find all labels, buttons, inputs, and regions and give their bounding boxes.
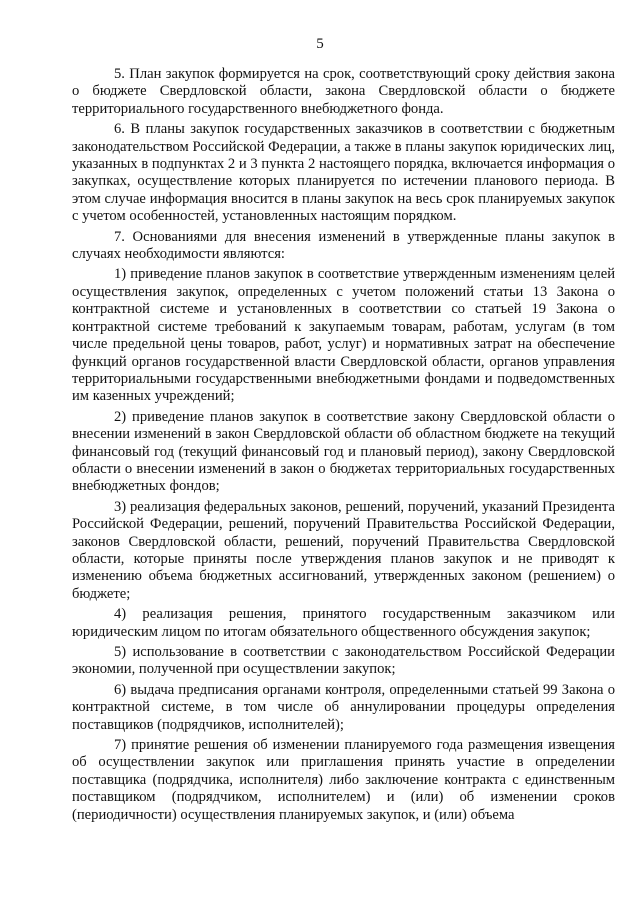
subparagraph-7: 7) принятие решения об изменении планируемого года размещения извещения об осуществлении закупок или приглашения принять участие в определении поставщика (подрядчика, исполнителя) либо заключение контракта с единственным поставщиком (подрядчиком, исполнителем) и (или) об изменении сроков (периодичности) осуществления планируемых закупок, и (или) объема	[72, 737, 615, 823]
subparagraph-6: 6) выдача предписания органами контроля, определенными статьей 99 Закона о контрактной системе, в том числе об аннулировании процедуры определения поставщиков (подрядчиков, исполнителей);	[72, 681, 615, 733]
paragraph-6: 6. В планы закупок государственных заказчиков в соответствии с бюджетным законодательством Российской Федерации, а также в планы закупок юридических лиц, указанных в подпунктах 2 и 3 пункта 2 настоящего порядка, включается информация о закупках, осуществление которых планируется по истечении планового периода. В этом случае информация вносится в планы закупок на весь срок планируемых закупок с учетом особенностей, установленных настоящим порядком.	[72, 121, 615, 225]
subparagraph-5: 5) использование в соответствии с законодательством Российской Федерации экономии, полученной при осуществлении закупок;	[72, 644, 615, 678]
page-number: 5	[316, 36, 324, 52]
paragraph-5: 5. План закупок формируется на срок, соответствующий сроку действия закона о бюджете Свердловской области, закона Свердловской области о бюджете территориального государственного внебюджетного фонда.	[72, 66, 615, 117]
paragraph-7: 7. Основаниями для внесения изменений в утвержденные планы закупок в случаях необходимости являются:	[72, 228, 615, 263]
subparagraph-4: 4) реализация решения, принятого государственным заказчиком или юридическим лицом по итогам обязательного общественного обсуждения закупок;	[72, 606, 615, 640]
subparagraph-2: 2) приведение планов закупок в соответствие закону Свердловской области о внесении изменений в закон Свердловской области об областном бюджете на текущий финансовый год (текущий финансовый год и плановый период), закону Свердловской области о внесении изменений в закон о бюджетах территориальных государственных внебюджетных фондов;	[72, 408, 615, 495]
subparagraph-3: 3) реализация федеральных законов, решений, поручений, указаний Президента Российской Федерации, решений, поручений Правительства Российской Федерации, законов Свердловской области, решений, поручений Правительства Свердловской области, которые приняты после утверждения планов закупок и не приводят к изменению объема бюджетных ассигнований, утвержденных законом (решением) о бюджете;	[72, 498, 615, 602]
subparagraph-1: 1) приведение планов закупок в соответствие утвержденным изменениям целей осуществления закупок, определенных с учетом положений статьи 13 Закона о контрактной системе и установленных в соответствии со статьей 19 Закона о контрактной системе требований к закупаемым товарам, работам, услугам (в том числе предельной цены товаров, работ, услуг) и нормативных затрат на обеспечение функций органов государственной власти Свердловской области, органов управления территориальными государственными внебюджетными фондами и подведомственных им казенных учреждений;	[72, 266, 615, 405]
document-body	[72, 66, 615, 827]
